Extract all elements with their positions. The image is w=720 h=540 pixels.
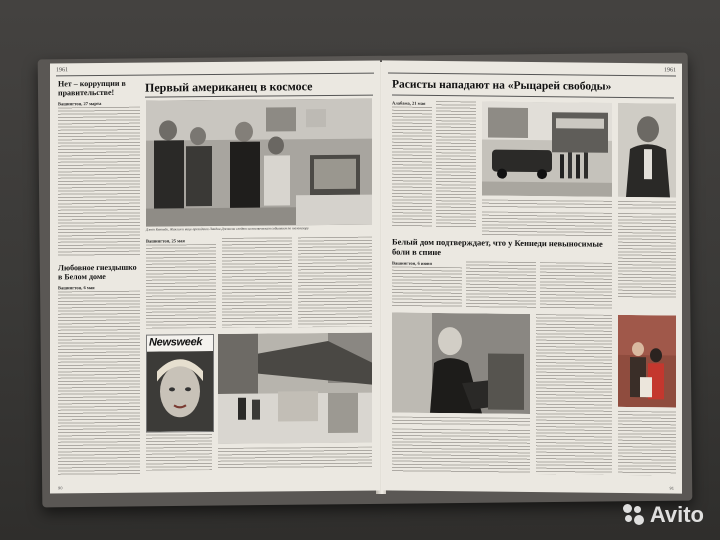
right-mid-text bbox=[482, 211, 612, 236]
right-second-headline: Белый дом подтверждает, что у Кеннеди невыносимые боли в спине bbox=[392, 236, 603, 258]
right-dateline: Алабама, 21 мая bbox=[392, 100, 426, 106]
right-page bbox=[382, 60, 682, 493]
right-second-text-col3 bbox=[540, 262, 612, 309]
newsweek-cover bbox=[146, 334, 214, 433]
family-caption-text bbox=[618, 411, 676, 476]
parade-caption-text bbox=[218, 447, 372, 470]
right-top-rule bbox=[388, 72, 676, 76]
left-page-number: 90 bbox=[58, 485, 63, 491]
newsweek-caption-text bbox=[146, 434, 212, 471]
right-second-dateline: Вашингтон, 6 июня bbox=[392, 260, 432, 266]
kennedy-rocking-chair-photo bbox=[392, 313, 530, 414]
rocking-chair-caption-text bbox=[392, 417, 530, 426]
portrait-caption-text bbox=[618, 201, 676, 210]
left-top-rule bbox=[56, 73, 374, 77]
left-sidebar-dateline: Вашингтон, 27 марта bbox=[58, 100, 102, 107]
kennedy-tv-photo bbox=[146, 99, 372, 227]
right-page-year: 1961 bbox=[664, 67, 676, 74]
right-lower-text bbox=[536, 314, 612, 475]
burning-bus-photo bbox=[482, 101, 612, 196]
right-text-col2 bbox=[436, 101, 476, 227]
family-photo bbox=[618, 315, 676, 408]
left-mid-dateline: Вашингтон, 25 мая bbox=[146, 238, 185, 244]
left-second-dateline: Вашингтон, 6 мая bbox=[58, 285, 95, 291]
newsweek-logo: Newsweek bbox=[149, 336, 203, 349]
left-second-text bbox=[58, 291, 140, 476]
left-mid-text-col1 bbox=[146, 244, 216, 329]
right-second-text-col2 bbox=[466, 261, 536, 308]
left-main-caption: Джон Кеннеди, Жаклин и вице-президент Линдон Джонсон следят за космическим событием по телевизору bbox=[146, 226, 309, 232]
avito-watermark-text: Avito bbox=[649, 502, 704, 527]
right-page-number: 91 bbox=[669, 485, 674, 491]
right-main-headline: Расисты нападают на «Рыцарей свободы» bbox=[392, 78, 612, 93]
portrait-photo bbox=[618, 103, 676, 198]
right-text-col1 bbox=[392, 107, 432, 227]
left-sidebar-text bbox=[58, 107, 140, 258]
right-side-text bbox=[618, 213, 676, 300]
avito-watermark bbox=[623, 502, 704, 528]
left-mid-text-col3 bbox=[298, 237, 372, 328]
bus-caption-text bbox=[482, 199, 612, 208]
left-main-headline: Первый американец в космосе bbox=[145, 79, 313, 95]
left-page-year: 1961 bbox=[56, 67, 68, 74]
right-second-text-col1 bbox=[392, 267, 462, 308]
avito-logo-icon bbox=[623, 504, 645, 526]
left-second-headline: Любовное гнездышко в Белом доме bbox=[58, 262, 137, 282]
right-headline-rule bbox=[392, 95, 674, 99]
left-mid-text-col2 bbox=[222, 237, 292, 328]
parade-photo bbox=[218, 333, 372, 444]
left-sidebar-headline: Нет – коррупции в правительстве! bbox=[58, 78, 126, 98]
right-bottom-text bbox=[392, 429, 530, 474]
left-page bbox=[50, 61, 380, 494]
